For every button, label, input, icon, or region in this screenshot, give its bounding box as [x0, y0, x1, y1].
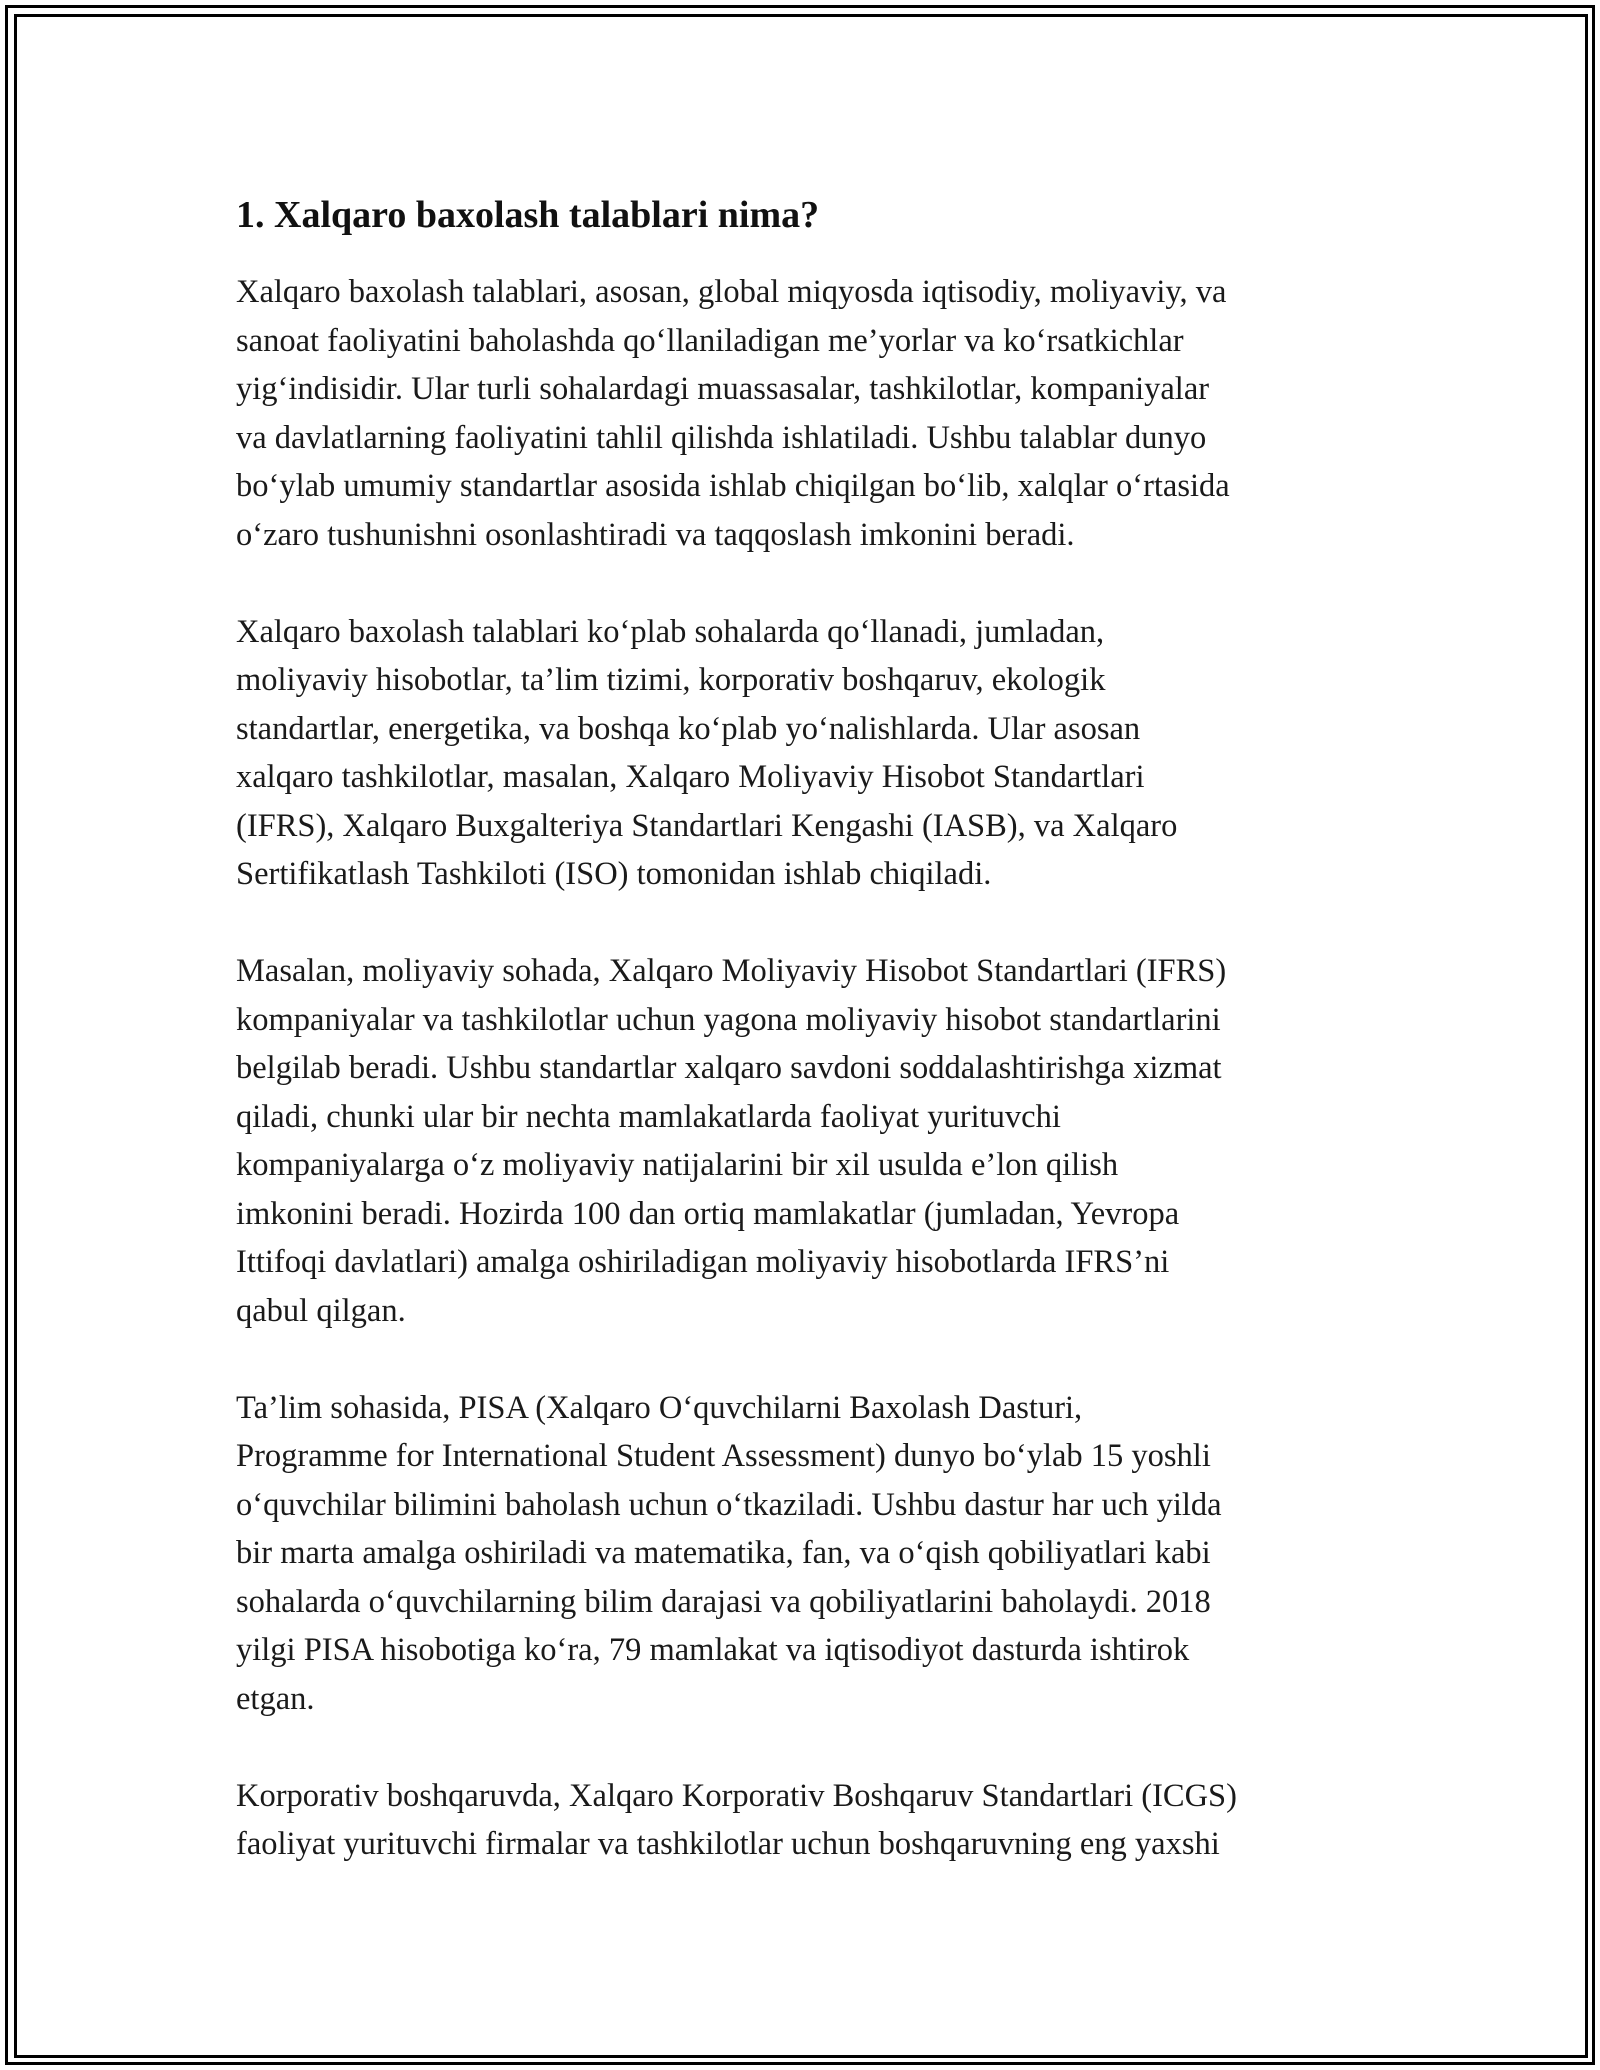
text-line: qabul qilgan.: [236, 1292, 406, 1329]
paragraph-application-areas: [236, 608, 1376, 899]
paragraph-corporate-governance: [236, 1772, 1376, 1869]
text-line: moliyaviy hisobotlar, ta’lim tizimi, korporativ boshqaruv, ekologik: [236, 662, 1106, 699]
text-line: yilgi PISA hisobotiga ko‘ra, 79 mamlakat va iqtisodiyot dasturda ishtirok: [236, 1632, 1190, 1669]
text-line: kompaniyalarga o‘z moliyaviy natijalarini bir xil usulda e’lon qilish: [236, 1147, 1119, 1184]
text-line: o‘zaro tushunishni osonlashtiradi va taqqoslash imkonini beradi.: [236, 516, 1075, 553]
text-line: o‘quvchilar bilimini baholash uchun o‘tkaziladi. Ushbu dastur har uch yilda: [236, 1486, 1222, 1523]
text-line: Korporativ boshqaruvda, Xalqaro Korporativ Boshqaruv Standartlari (ICGS): [236, 1777, 1237, 1814]
document-body: [236, 180, 1376, 1917]
paragraph-pisa: [236, 1384, 1376, 1724]
section-heading: 1. Xalqaro baxolash talablari nima?: [236, 194, 820, 236]
text-line: sanoat faoliyatini baholashda qo‘llaniladigan me’yorlar va ko‘rsatkichlar: [236, 322, 1184, 359]
text-line: bir marta amalga oshiriladi va matematika, fan, va o‘qish qobiliyatlari kabi: [236, 1535, 1211, 1572]
text-line: sohalarda o‘quvchilarning bilim darajasi va qobiliyatlarini baholaydi. 2018: [236, 1583, 1211, 1620]
text-line: yig‘indisidir. Ular turli sohalardagi muassasalar, tashkilotlar, kompaniyalar: [236, 371, 1210, 408]
text-line: Xalqaro baxolash talablari ko‘plab sohalarda qo‘llanadi, jumladan,: [236, 613, 1105, 650]
text-line: Ittifoqi davlatlari) amalga oshiriladigan moliyaviy hisobotlarda IFRS’ni: [236, 1244, 1170, 1281]
paragraph-ifrs: [236, 947, 1376, 1335]
paragraph-definition: [236, 268, 1376, 559]
text-line: Programme for International Student Assessment) dunyo bo‘ylab 15 yoshli: [236, 1438, 1211, 1475]
text-line: imkonini beradi. Hozirda 100 dan ortiq mamlakatlar (jumladan, Yevropa: [236, 1195, 1180, 1232]
text-line: standartlar, energetika, va boshqa ko‘plab yo‘nalishlarda. Ular asosan: [236, 710, 1141, 747]
text-line: belgilab beradi. Ushbu standartlar xalqaro savdoni soddalashtirishga xizmat: [236, 1050, 1222, 1087]
text-line: va davlatlarning faoliyatini tahlil qilishda ishlatiladi. Ushbu talablar dunyo: [236, 419, 1207, 456]
text-line: qiladi, chunki ular bir nechta mamlakatlarda faoliyat yurituvchi: [236, 1098, 1061, 1135]
text-line: kompaniyalar va tashkilotlar uchun yagona moliyaviy hisobot standartlarini: [236, 1001, 1221, 1038]
text-line: Ta’lim sohasida, PISA (Xalqaro O‘quvchilarni Baxolash Dasturi,: [236, 1389, 1083, 1426]
text-line: bo‘ylab umumiy standartlar asosida ishlab chiqilgan bo‘lib, xalqlar o‘rtasida: [236, 468, 1230, 505]
text-line: Sertifikatlash Tashkiloti (ISO) tomonidan ishlab chiqiladi.: [236, 856, 992, 893]
text-line: xalqaro tashkilotlar, masalan, Xalqaro Moliyaviy Hisobot Standartlari: [236, 759, 1145, 796]
text-line: faoliyat yurituvchi firmalar va tashkilotlar uchun boshqaruvning eng yaxshi: [236, 1826, 1220, 1863]
text-line: Masalan, moliyaviy sohada, Xalqaro Moliyaviy Hisobot Standartlari (IFRS): [236, 953, 1227, 990]
text-line: Xalqaro baxolash talablari, asosan, global miqyosda iqtisodiy, moliyaviy, va: [236, 274, 1227, 311]
text-line: (IFRS), Xalqaro Buxgalteriya Standartlari Kengashi (IASB), va Xalqaro: [236, 807, 1178, 844]
text-line: etgan.: [236, 1680, 315, 1717]
